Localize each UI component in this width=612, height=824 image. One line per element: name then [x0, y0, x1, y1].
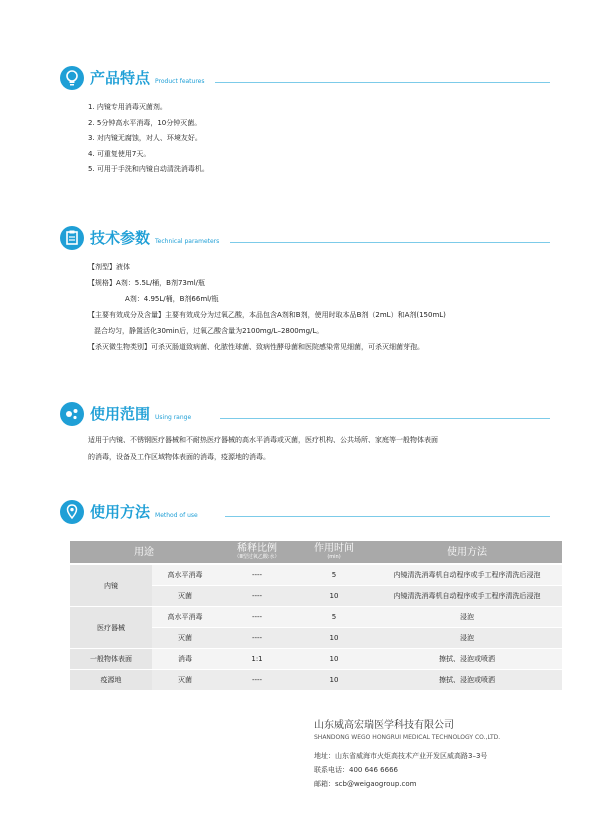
features-title: 产品特点 Product features: [90, 69, 205, 87]
cell-time: 10: [296, 649, 372, 670]
cell-method: 内镜清洗消毒机自动程序或手工程序清洗后浸泡: [372, 586, 562, 607]
range-section-header: [60, 402, 550, 432]
company-phone: 联系电话：400 646 6666: [314, 766, 398, 774]
header-use: 用途: [70, 541, 218, 564]
range-description: [88, 432, 548, 466]
table-row: [70, 607, 562, 628]
cell-time: 10: [296, 670, 372, 691]
microbe-row: 【杀灭微生物类别】可杀灭肠道致病菌、化脓性球菌、致病性酵母菌和医院感染常见细菌，可杀灭细菌芽孢。: [88, 343, 424, 351]
table-header-row: [70, 541, 562, 564]
company-name-en: SHANDONG WEGO HONGRUI MEDICAL TECHNOLOGY CO.,LTD.: [314, 734, 501, 741]
company-info: [314, 716, 500, 791]
group-endoscope: 内镜: [70, 564, 152, 607]
cell-method: 浸泡: [372, 607, 562, 628]
cell-time: 10: [296, 586, 372, 607]
cell-ratio: ----: [218, 670, 296, 691]
list-item: 5. 可用于手洗和内镜自动清洗消毒机。: [88, 165, 209, 173]
company-email: 邮箱：scb@weigaogroup.com: [314, 780, 417, 788]
cell-ratio: 1:1: [218, 649, 296, 670]
molecule-icon: [60, 402, 84, 426]
table-row: [70, 649, 562, 670]
cell-time: 10: [296, 628, 372, 649]
header-time: 作用时间 (min): [296, 541, 372, 564]
cell-method: 浸泡: [372, 628, 562, 649]
cell-method: 擦拭、浸泡或喷洒: [372, 670, 562, 691]
tech-divider: [230, 242, 550, 243]
cell-purpose: 高水平消毒: [152, 607, 218, 628]
range-title: 使用范围 Using range: [90, 405, 192, 423]
cell-purpose: 消毒: [152, 649, 218, 670]
ingredient-row: 【主要有效成分及含量】主要有效成分为过氧乙酸，本品包含A剂和B剂，使用时取本品B剂（2mL）和A剂(150mL): [88, 311, 446, 319]
group-device: 医疗器械: [70, 607, 152, 649]
spec-row: 【规格】A剂：5.5L/桶，B剂73ml/瓶: [88, 279, 206, 287]
clipboard-icon: [60, 226, 84, 250]
table-row: [70, 670, 562, 691]
header-method: 使用方法: [372, 541, 562, 564]
cell-ratio: ----: [218, 586, 296, 607]
method-section-header: [60, 500, 550, 530]
range-line-2: 的消毒，设备及工作区域物体表面的消毒，疫源地的消毒。: [88, 453, 270, 461]
cell-time: 5: [296, 607, 372, 628]
cell-purpose: 灭菌: [152, 586, 218, 607]
spec-row-2: A剂：4.95L/桶，B剂66ml/瓶: [125, 295, 219, 303]
company-name-cn: 山东威高宏瑞医学科技有限公司: [314, 720, 454, 731]
list-item: 1. 内镜专用消毒灭菌剂。: [88, 103, 167, 111]
cell-method: 内镜清洗消毒机自动程序或手工程序清洗后浸泡: [372, 564, 562, 586]
range-line-1: 适用于内镜、不锈钢医疗器械和不耐热医疗器械的高水平消毒或灭菌，医疗机构、公共场所、家庭等一般物体表面: [88, 436, 438, 444]
list-item: 4. 可重复使用7天。: [88, 149, 151, 158]
method-title: 使用方法 Method of use: [90, 503, 198, 521]
method-divider: [225, 516, 550, 517]
group-surface: 一般物体表面: [70, 649, 152, 670]
range-divider: [220, 418, 550, 419]
dosage-row: 【剂型】液体: [88, 263, 130, 271]
table-row: [70, 564, 562, 586]
features-divider: [215, 82, 550, 83]
cell-purpose: 灭菌: [152, 628, 218, 649]
cell-ratio: ----: [218, 564, 296, 586]
cell-purpose: 高水平消毒: [152, 564, 218, 586]
group-epidemic: 疫源地: [70, 670, 152, 691]
location-pin-icon: [60, 500, 84, 524]
company-address: 地址：山东省威海市火炬高技术产业开发区威高路3–3号: [314, 752, 488, 760]
ingredient-row-2: 混合均匀，静置活化30min后，过氧乙酸含量为2100mg/L–2800mg/L。: [94, 327, 324, 335]
list-item: 2. 5分钟高水平消毒，10分钟灭菌。: [88, 118, 202, 127]
cell-purpose: 灭菌: [152, 670, 218, 691]
lightbulb-icon: [60, 66, 84, 90]
features-section-header: [60, 66, 550, 96]
list-item: 3. 对内镜无腐蚀，对人、环境友好。: [88, 134, 202, 142]
tech-section-header: [60, 226, 550, 256]
cell-ratio: ----: [218, 607, 296, 628]
cell-method: 擦拭、浸泡或喷洒: [372, 649, 562, 670]
features-list: [88, 100, 209, 178]
cell-time: 5: [296, 564, 372, 586]
tech-title: 技术参数 Technical parameters: [90, 229, 220, 247]
cell-ratio: ----: [218, 628, 296, 649]
method-table: [70, 541, 562, 691]
header-ratio: 稀释比例 （Ⅲ型过氧乙酸:水）: [218, 541, 296, 564]
